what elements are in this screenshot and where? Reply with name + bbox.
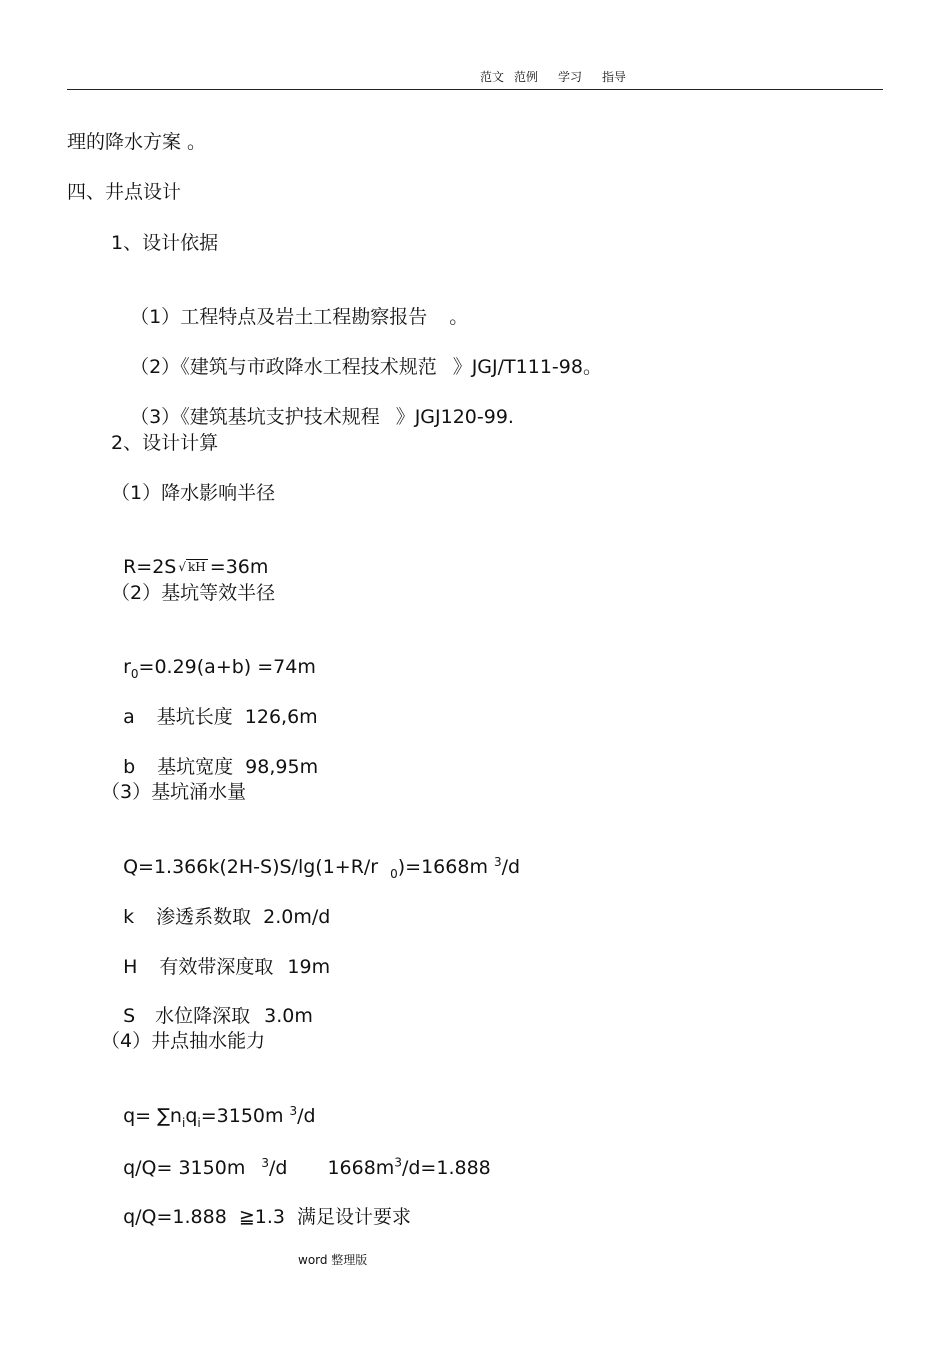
param-value: 19m [287,956,331,978]
formula-part: R=2S [123,556,177,578]
superscript: 3 [289,1103,298,1118]
calc-title: （3）基坑涌水量 [101,781,247,803]
formula-part: q= ∑n [123,1105,182,1127]
radicand: kH [188,560,206,574]
basis-tail: 。 [449,306,469,328]
param-desc: 基坑长度 [156,706,233,728]
formula-radius [111,531,268,579]
basis-text: 《建筑基坑支护技术规程 [180,406,380,428]
param-value: 3.0m [264,1005,313,1027]
basis-item [118,381,514,429]
superscript: 3 [394,1155,402,1170]
basis-text: 工程特点及岩土工程勘察报告 [180,306,428,328]
param-desc: 渗透系数取 [156,906,252,928]
subscript: i [197,1115,201,1130]
calc-title: （4）井点抽水能力 [101,1030,266,1052]
formula-ratio [111,1132,491,1180]
param-value: 98,95m [245,756,319,778]
param-line [111,931,330,979]
basis-tail: 》JGJ120-99. [395,406,514,428]
header-item: 学习 [558,70,583,84]
calc-title: （2）基坑等效半径 [111,582,276,604]
basis-num: （3） [130,406,181,428]
header-rule [67,89,883,90]
formula-pumping-capacity [111,1080,316,1128]
header-item: 范例 [514,70,539,84]
param-symbol: k [123,906,135,928]
formula-part: ≧1.3 [238,1206,285,1228]
formula-part: 1668m [327,1157,395,1179]
basis-item [118,331,602,379]
param-value: 2.0m/d [263,906,331,928]
subscript: i [181,1115,186,1130]
basis-text: 《建筑与市政降水工程技术规范 [180,356,437,378]
formula-equivalent-radius [111,631,316,679]
page-header [0,68,950,88]
subscript: 0 [390,866,398,881]
basis-item [118,281,468,329]
subscript: 0 [130,666,139,681]
formula-part: /d=1.888 [401,1157,491,1179]
param-desc: 水位降深取 [155,1005,251,1027]
param-value: 126,6m [244,706,318,728]
subsection-heading: 2、设计计算 [111,432,219,454]
basis-num: （2） [130,356,181,378]
formula-part: =3150m [200,1105,284,1127]
formula-part: )=1668m [397,856,488,878]
param-symbol: a [123,706,135,728]
param-symbol: S [123,1005,136,1027]
section-heading: 四、井点设计 [67,181,182,203]
formula-part: /d [297,1105,316,1127]
calc-title: （1）降水影响半径 [111,482,276,504]
formula-part: q/Q= 3150m [123,1157,246,1179]
formula-part: Q=1.366k(2H-S)S/lg(1+R/r [123,856,379,878]
formula-part: q/Q=1.888 [123,1206,227,1228]
formula-inflow [111,831,520,879]
param-desc: 基坑宽度 [157,756,234,778]
conclusion-text: 满足设计要求 [296,1206,411,1228]
param-line [111,881,330,929]
subsection-heading: 1、设计依据 [111,232,219,254]
formula-part: /d [268,1157,288,1179]
sqrt-symbol: √ kH [178,560,206,574]
basis-num: （1） [130,306,181,328]
superscript: 3 [493,854,502,869]
param-desc: 有效带深度取 [159,956,274,978]
param-line [111,731,318,779]
conclusion-line [111,1181,411,1229]
param-symbol: b [123,756,136,778]
formula-part: r [123,656,131,678]
superscript: 3 [261,1155,269,1170]
formula-part: =0.29(a+b) =74m [138,656,316,678]
page-footer: word 整理版 [298,1253,368,1267]
header-item: 指导 [602,70,627,84]
param-symbol: H [123,956,138,978]
param-line [111,681,318,729]
formula-part: q [185,1105,198,1127]
formula-part: =36m [209,556,269,578]
header-item: 范文 [480,70,505,84]
text-line: 理的降水方案 。 [67,131,207,153]
param-line [111,980,313,1028]
basis-tail: 》JGJ/T111-98。 [452,356,602,378]
formula-part: /d [501,856,521,878]
